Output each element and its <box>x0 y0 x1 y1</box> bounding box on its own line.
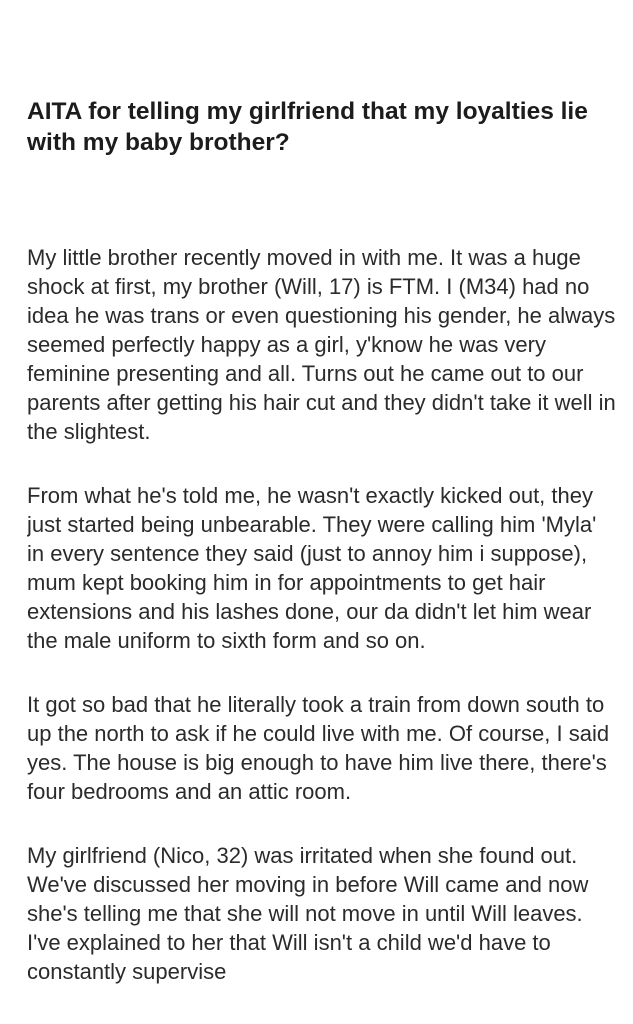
post-paragraph: It got so bad that he literally took a train from down south to up the north to ask if he could live with me. Of course, I said yes. The house is big enough to have him live there, there's four bedrooms and an attic room. <box>27 692 610 804</box>
post-body <box>27 243 617 1021</box>
post <box>27 0 617 1024</box>
post-paragraph: My girlfriend (Nico, 32) was irritated when she found out. We've discussed her moving in before Will came and now she's telling me that she will not move in until Will leaves. I've explained to her that Will isn't a child we'd have to constantly supervise <box>27 843 589 984</box>
post-paragraph: My little brother recently moved in with me. It was a huge shock at first, my brother (Will, 17) is FTM. I (M34) had no idea he was trans or even questioning his gender, he always seemed perfectly happy as a girl, y'know he was very feminine presenting and all. Turns out he came out to our parents after getting his hair cut and they didn't take it well in the slightest. <box>27 245 616 444</box>
post-paragraph: From what he's told me, he wasn't exactly kicked out, they just started being unbearable. They were calling him 'Myla' in every sentence they said (just to annoy him i suppose), mum kept booking him in for appointments to get hair extensions and his lashes done, our da didn't let him wear the male uniform to sixth form and so on. <box>27 483 597 653</box>
post-title: AITA for telling my girlfriend that my loyalties lie with my baby brother? <box>27 98 588 156</box>
